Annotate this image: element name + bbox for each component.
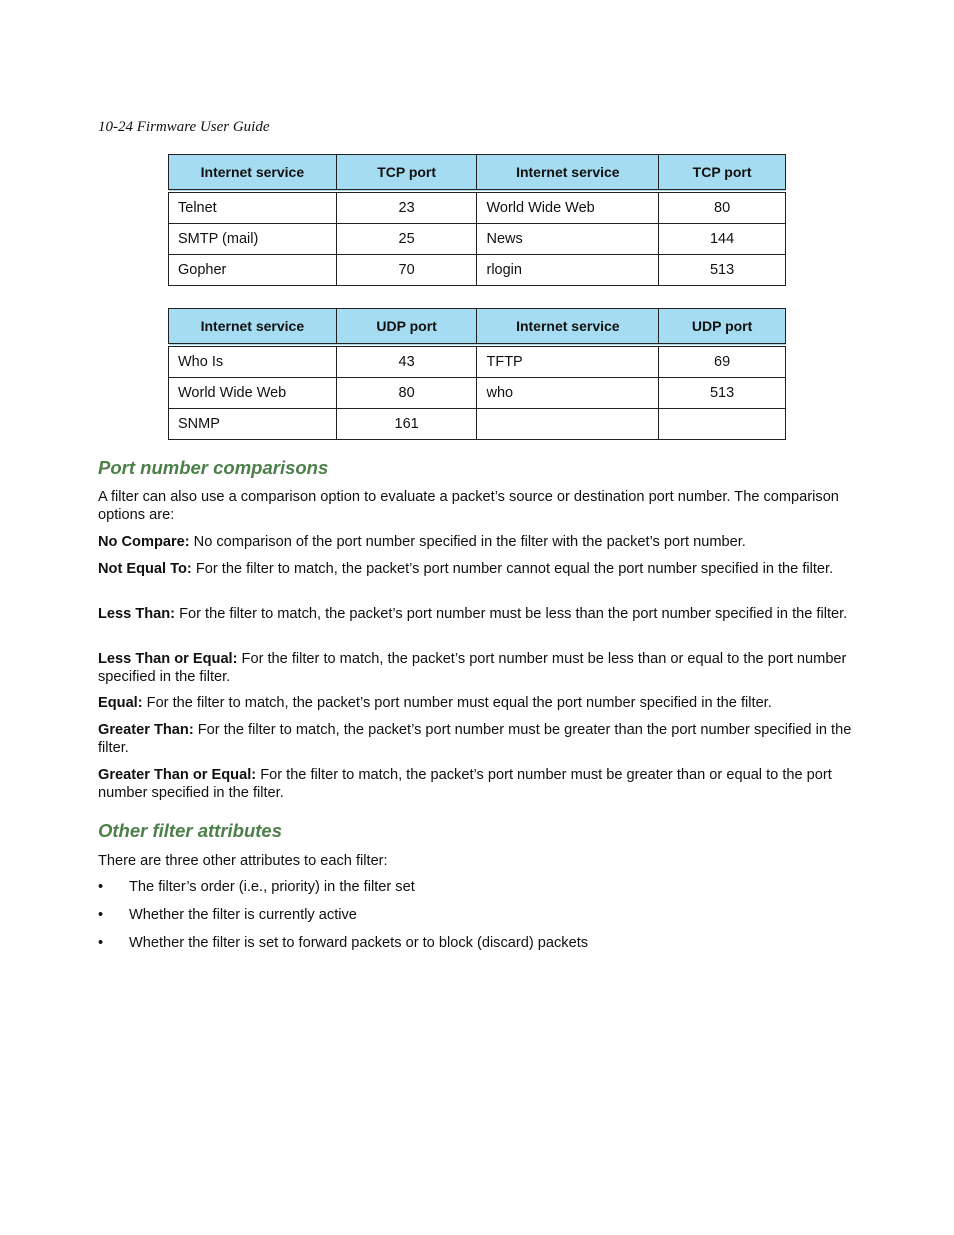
definition-term: Not Equal To:	[98, 561, 192, 577]
port-cell	[659, 409, 786, 440]
definition-term: Less Than:	[98, 606, 176, 622]
bullet-icon: •	[98, 907, 104, 923]
port-cell: 513	[659, 255, 786, 286]
definition-text: For the filter to match, the packet’s port number must be less than or equal to the port number specified in the filter.	[98, 651, 847, 685]
column-header: Internet service	[169, 309, 337, 346]
definition-term: No Compare:	[98, 534, 190, 550]
service-cell	[477, 409, 659, 440]
port-cell: 80	[336, 378, 477, 409]
table-row	[169, 255, 786, 286]
udp-port-table	[168, 308, 786, 440]
service-cell: News	[477, 224, 659, 255]
column-header: Internet service	[477, 155, 659, 192]
service-cell: TFTP	[477, 345, 659, 378]
service-cell: who	[477, 378, 659, 409]
tcp-port-table	[168, 154, 786, 286]
table-row	[169, 345, 786, 378]
definition-greater-than-or-equal	[98, 766, 858, 802]
service-cell: Telnet	[169, 191, 337, 224]
port-cell: 144	[659, 224, 786, 255]
table-row	[169, 224, 786, 255]
section-heading-other-attributes: Other filter attributes	[98, 820, 282, 841]
definition-text: For the filter to match, the packet’s port number must be greater than or equal to the port number specified in the filter.	[98, 767, 832, 801]
port-cell: 23	[336, 191, 477, 224]
service-cell: SMTP (mail)	[169, 224, 337, 255]
definition-no-compare	[98, 533, 858, 551]
column-header: TCP port	[659, 155, 786, 192]
definition-term: Less Than or Equal:	[98, 651, 238, 667]
service-cell: Who Is	[169, 345, 337, 378]
definition-text: For the filter to match, the packet’s port number must be less than the port number specified in the filter.	[175, 606, 848, 622]
section-heading-port-comparisons: Port number comparisons	[98, 457, 329, 478]
running-head: 10-24 Firmware User Guide	[98, 119, 270, 135]
definition-not-equal-to	[98, 560, 858, 578]
section-intro: There are three other attributes to each filter:	[98, 853, 388, 869]
port-cell: 69	[659, 345, 786, 378]
port-cell: 80	[659, 191, 786, 224]
definition-greater-than	[98, 721, 858, 757]
port-cell: 161	[336, 409, 477, 440]
definition-term: Equal:	[98, 695, 143, 711]
column-header: Internet service	[477, 309, 659, 346]
definition-less-than-or-equal	[98, 650, 858, 686]
definition-text: For the filter to match, the packet’s port number must equal the port number specified in the filter.	[142, 695, 772, 711]
definition-text: For the filter to match, the packet’s port number must be greater than the port number specified in the filter.	[98, 722, 852, 756]
definition-text: For the filter to match, the packet’s port number cannot equal the port number specified in the filter.	[191, 561, 834, 577]
port-cell: 70	[336, 255, 477, 286]
definition-less-than	[98, 605, 858, 623]
table-header-row	[169, 155, 786, 192]
port-cell: 513	[659, 378, 786, 409]
port-cell: 43	[336, 345, 477, 378]
service-cell: SNMP	[169, 409, 337, 440]
bullet-icon: •	[98, 879, 104, 895]
table-header-row	[169, 309, 786, 346]
service-cell: rlogin	[477, 255, 659, 286]
service-cell: World Wide Web	[477, 191, 659, 224]
column-header: TCP port	[336, 155, 477, 192]
section-intro: A filter can also use a comparison option to evaluate a packet’s source or destination port number. The comparison options are:	[98, 489, 839, 523]
list-item-text: The filter’s order (i.e., priority) in the filter set	[129, 879, 415, 895]
port-cell: 25	[336, 224, 477, 255]
table-row	[169, 378, 786, 409]
definition-equal	[98, 694, 858, 712]
service-cell: Gopher	[169, 255, 337, 286]
bullet-icon: •	[98, 935, 104, 951]
service-cell: World Wide Web	[169, 378, 337, 409]
column-header: UDP port	[659, 309, 786, 346]
table-row	[169, 409, 786, 440]
definition-text: No comparison of the port number specified in the filter with the packet’s port number.	[189, 534, 746, 550]
list-item-text: Whether the filter is set to forward packets or to block (discard) packets	[129, 935, 589, 951]
table-row	[169, 191, 786, 224]
list-item-text: Whether the filter is currently active	[129, 907, 357, 923]
definition-term: Greater Than or Equal:	[98, 767, 257, 783]
definition-term: Greater Than:	[98, 722, 194, 738]
column-header: UDP port	[336, 309, 477, 346]
column-header: Internet service	[169, 155, 337, 192]
